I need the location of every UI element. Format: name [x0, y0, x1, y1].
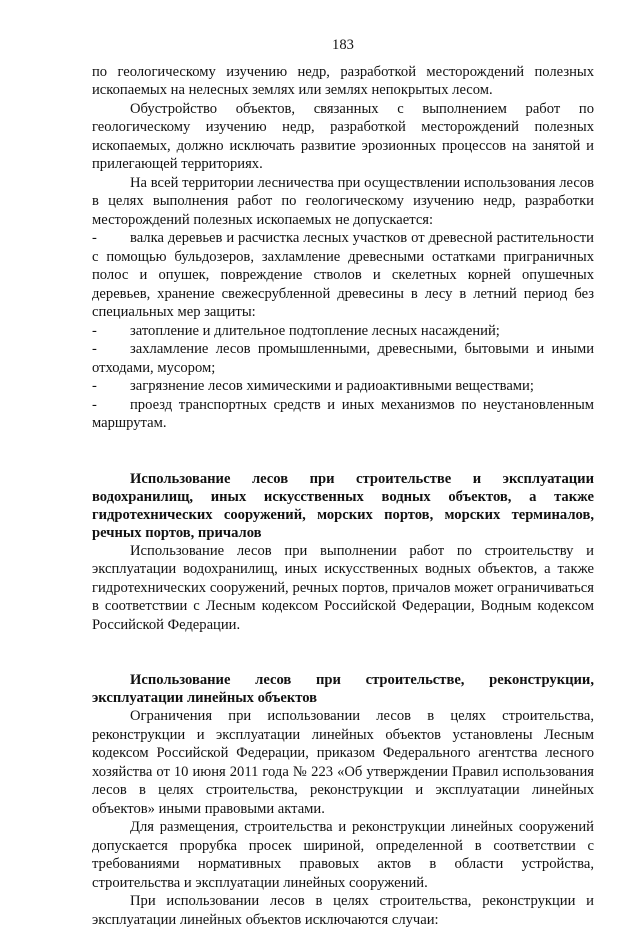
document-page	[92, 36, 594, 929]
list-item-text: проезд транспортных средств и иных механизмов по неустановленным маршрутам.	[92, 396, 594, 431]
paragraph-arrangement: Обустройство объектов, связанных с выполнением работ по геологическому изучению недр, разработкой месторождений полезных ископаемых, должно исключать развитие эрозионных процессов на занятой и прилегающей территориях.	[92, 100, 594, 172]
list-item	[92, 229, 594, 322]
list-item	[92, 322, 594, 341]
paragraph-restrictions: Ограничения при использовании лесов в целях строительства, реконструкции и эксплуатации линейных объектов установлены Лесным кодексом Российской Федерации, приказом Федерального агентства лесного хозяйства от 10 июня 2011 года № 223 «Об утверждении Правил использования лесов в целях строительства, реконструкции и эксплуатации линейных объектов» иными правовыми актами.	[92, 708, 594, 817]
list-item-text: захламление лесов промышленными, древесными, бытовыми и иными отходами, мусором;	[92, 341, 594, 376]
section-spacer	[92, 634, 594, 671]
dash-marker: -	[92, 322, 97, 339]
list-item-text: затопление и длительное подтопление лесных насаждений;	[130, 322, 500, 339]
section-spacer	[92, 433, 594, 470]
page-number: 183	[332, 37, 354, 53]
paragraph-clearings: Для размещения, строительства и реконструкции линейных сооружений допускается прорубка просек шириной, определенной в соответствии с требованиями нормативных правовых актов в области устройства, строительства и эксплуатации линейных сооружений.	[92, 819, 594, 891]
dash-marker: -	[92, 230, 97, 246]
dash-marker: -	[92, 378, 97, 394]
list-item	[92, 396, 594, 433]
section-heading-linear-objects: Использование лесов при строительстве, реконструкции, эксплуатации линейных объектов	[92, 672, 594, 706]
paragraph-excluded-cases: При использовании лесов в целях строительства, реконструкции и эксплуатации линейных объектов исключаются случаи:	[92, 893, 594, 928]
dash-marker: -	[92, 341, 97, 357]
dash-marker: -	[92, 396, 97, 413]
paragraph-reservoirs: Использование лесов при выполнении работ по строительству и эксплуатации водохранилищ, иных искусственных водных объектов, а также гидротехнических сооружений, речных портов, причалов может ограничиваться в соответствии с Лесным кодексом Российской Федерации, Водным кодексом Российской Федерации.	[92, 542, 594, 633]
paragraph-prohibitions-intro: На всей территории лесничества при осуществлении использования лесов в целях выполнения работ по геологическому изучению недр, разработки месторождений полезных ископаемых не допускается:	[92, 174, 594, 228]
list-item-text: загрязнение лесов химическими и радиоактивными веществами;	[130, 378, 534, 394]
list-item	[92, 377, 594, 396]
list-item	[92, 340, 594, 377]
paragraph-continuation: по геологическому изучению недр, разработкой месторождений полезных ископаемых на нелесных землях или землях непокрытых лесом.	[92, 63, 594, 98]
section-heading-reservoirs: Использование лесов при строительстве и эксплуатации водохранилищ, иных искусственных водных объектов, а также гидротехнических сооружений, морских портов, морских терминалов, речных портов, причалов	[92, 470, 594, 541]
list-item-text: валка деревьев и расчистка лесных участков от древесной растительности с помощью бульдозеров, захламление древесными остатками приграничных полос и опушек, повреждение стволов и скелетных корней опушечных деревьев, хранение свежесрубленной древесины в лесу в летний период без специальных мер защиты:	[92, 230, 594, 320]
